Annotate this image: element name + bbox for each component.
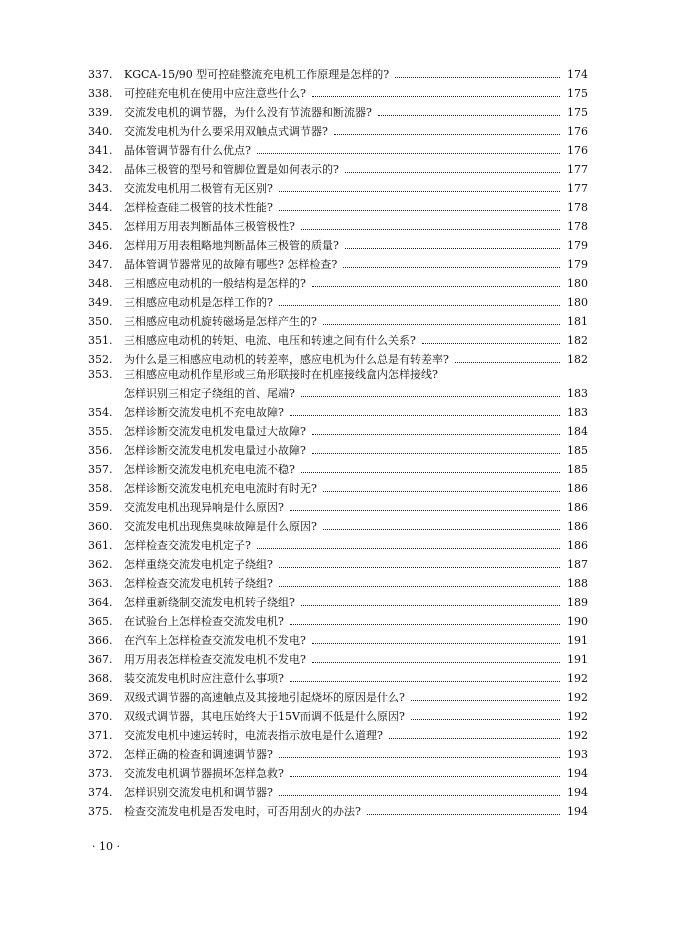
toc-entry [88, 62, 588, 81]
toc-entry [88, 571, 588, 590]
dot-leader [411, 719, 560, 720]
dot-leader [279, 586, 560, 587]
entry-title: 怎样识别交流发电机和调节器? [124, 786, 273, 799]
entry-number: 357. [88, 463, 113, 476]
entry-title: 交流发电机用二极管有无区别? [124, 182, 273, 195]
entry-number: 343. [88, 182, 113, 195]
entry-page: 185 [567, 463, 588, 476]
entry-number: 375. [88, 805, 113, 818]
toc-entry [88, 742, 588, 761]
dot-leader [395, 77, 560, 78]
entry-number: 339. [88, 106, 113, 119]
entry-title: 怎样诊断交流发电机发电量过大故障? [124, 425, 306, 438]
dot-leader [312, 643, 560, 644]
entry-page: 183 [567, 387, 588, 400]
toc-entry [88, 514, 588, 533]
dot-leader [279, 305, 560, 306]
toc-entry [88, 590, 588, 609]
entry-page: 194 [567, 786, 588, 799]
entry-number: 352. [88, 353, 113, 366]
entry-number: 349. [88, 296, 113, 309]
entry-page: 180 [567, 296, 588, 309]
entry-number: 368. [88, 672, 113, 685]
dot-leader [301, 472, 560, 473]
entry-number: 353. [88, 368, 113, 381]
entry-page: 192 [567, 729, 588, 742]
toc-entry [88, 328, 588, 347]
entry-title: 怎样检查硅二极管的技术性能? [124, 201, 273, 214]
entry-title: 三相感应电动机的一般结构是怎样的? [124, 277, 306, 290]
entry-number: 355. [88, 425, 113, 438]
entry-page: 191 [567, 634, 588, 647]
entry-title: 三相感应电动机的转矩、电流、电压和转速之间有什么关系? [124, 334, 416, 347]
dot-leader [334, 134, 560, 135]
entry-page: 186 [567, 482, 588, 495]
toc-entry [88, 609, 588, 628]
entry-page: 188 [567, 577, 588, 590]
entry-page: 180 [567, 277, 588, 290]
dot-leader [345, 248, 560, 249]
entry-page: 192 [567, 710, 588, 723]
dot-leader [279, 567, 560, 568]
entry-title: 双级式调节器的高速触点及其接地引起烧坏的原因是什么? [124, 691, 405, 704]
dot-leader [301, 229, 560, 230]
entry-number: 346. [88, 239, 113, 252]
entry-number: 372. [88, 748, 113, 761]
entry-number: 370. [88, 710, 113, 723]
dot-leader [290, 624, 560, 625]
entry-number: 361. [88, 539, 113, 552]
toc-entry [88, 495, 588, 514]
toc-entry [88, 419, 588, 438]
dot-leader [345, 172, 560, 173]
entry-number: 354. [88, 406, 113, 419]
dot-leader [312, 434, 560, 435]
entry-page: 175 [567, 106, 588, 119]
entry-title: 怎样正确的检查和调速调节器? [124, 748, 273, 761]
entry-page: 177 [567, 163, 588, 176]
entry-page: 193 [567, 748, 588, 761]
entry-page: 186 [567, 520, 588, 533]
entry-number: 369. [88, 691, 113, 704]
dot-leader [279, 210, 560, 211]
dot-leader [343, 267, 560, 268]
dot-leader [323, 491, 560, 492]
entry-number: 358. [88, 482, 113, 495]
entry-title: 晶体管调节器有什么优点? [124, 144, 251, 157]
entry-page: 182 [567, 334, 588, 347]
entry-number: 373. [88, 767, 113, 780]
dot-leader [290, 415, 560, 416]
entry-number: 374. [88, 786, 113, 799]
dot-leader [367, 814, 560, 815]
entry-title: 晶体三极管的型号和管脚位置是如何表示的? [124, 163, 339, 176]
entry-title: 怎样用万用表判断晶体三极管极性? [124, 220, 295, 233]
dot-leader [323, 324, 560, 325]
entry-page: 185 [567, 444, 588, 457]
entry-number: 371. [88, 729, 113, 742]
entry-page: 192 [567, 691, 588, 704]
entry-title: 怎样重新绕制交流发电机转子绕组? [124, 596, 295, 609]
entry-title: 三相感应电动机作星形或三角形联接时在机座接线盒内怎样接线? [124, 368, 438, 381]
toc-entry [88, 366, 588, 381]
toc-entry [88, 666, 588, 685]
entry-title: 怎样诊断交流发电机发电量过小故障? [124, 444, 306, 457]
toc-entry [88, 400, 588, 419]
dot-leader [323, 529, 560, 530]
entry-number: 360. [88, 520, 113, 533]
toc-entry [88, 309, 588, 328]
dot-leader [389, 738, 560, 739]
toc-entry [88, 552, 588, 571]
toc-entry [88, 176, 588, 195]
dot-leader [290, 776, 560, 777]
dot-leader [257, 548, 560, 549]
toc-entry [88, 457, 588, 476]
dot-leader [411, 700, 560, 701]
entry-page: 179 [567, 239, 588, 252]
dot-leader [279, 795, 560, 796]
entry-title: 双级式调节器，其电压始终大于15V而调不低是什么原因? [124, 710, 405, 723]
entry-page: 189 [567, 596, 588, 609]
table-of-contents [88, 62, 588, 818]
entry-page: 190 [567, 615, 588, 628]
toc-entry [88, 438, 588, 457]
entry-number: 347. [88, 258, 113, 271]
dot-leader [455, 362, 560, 363]
toc-entry [88, 761, 588, 780]
entry-title: 怎样诊断交流发电机充电电流不稳? [124, 463, 295, 476]
entry-page: 194 [567, 767, 588, 780]
entry-title: 检查交流发电机是否发电时，可否用刮火的办法? [124, 805, 361, 818]
toc-entry [88, 233, 588, 252]
toc-entry [88, 476, 588, 495]
entry-page: 184 [567, 425, 588, 438]
toc-entry [88, 100, 588, 119]
dot-leader [378, 115, 560, 116]
toc-entry [88, 628, 588, 647]
entry-title: 在试验台上怎样检查交流发电机? [124, 615, 284, 628]
toc-entry [88, 81, 588, 100]
entry-number: 350. [88, 315, 113, 328]
entry-number: 338. [88, 87, 113, 100]
toc-entry [88, 138, 588, 157]
entry-page: 186 [567, 539, 588, 552]
entry-title: 怎样检查交流发电机定子? [124, 539, 251, 552]
entry-page: 182 [567, 353, 588, 366]
entry-page: 174 [567, 68, 588, 81]
dot-leader [279, 757, 560, 758]
toc-entry [88, 780, 588, 799]
entry-title: 在汽车上怎样检查交流发电机不发电? [124, 634, 306, 647]
entry-number: 362. [88, 558, 113, 571]
toc-entry [88, 799, 588, 818]
dot-leader [279, 191, 560, 192]
toc-entry [88, 214, 588, 233]
toc-entry [88, 290, 588, 309]
entry-number: 365. [88, 615, 113, 628]
dot-leader [301, 605, 560, 606]
toc-entry [88, 271, 588, 290]
entry-page: 176 [567, 125, 588, 138]
entry-title: 怎样诊断交流发电机不充电故障? [124, 406, 284, 419]
entry-number: 345. [88, 220, 113, 233]
entry-page: 177 [567, 182, 588, 195]
entry-title: 交流发电机中速运转时，电流表指示放电是什么道理? [124, 729, 383, 742]
toc-entry [88, 347, 588, 366]
entry-number: 344. [88, 201, 113, 214]
page-number: · 10 · [92, 840, 120, 853]
entry-title: 为什么是三相感应电动机的转差率，感应电机为什么总是有转差率? [124, 353, 449, 366]
toc-entry [88, 647, 588, 666]
entry-page: 176 [567, 144, 588, 157]
entry-title: 怎样识别三相定子绕组的首、尾端? [124, 387, 295, 400]
entry-number: 359. [88, 501, 113, 514]
entry-title: 三相感应电动机是怎样工作的? [124, 296, 273, 309]
dot-leader [257, 153, 560, 154]
entry-number: 340. [88, 125, 113, 138]
toc-entry [88, 381, 588, 400]
entry-page: 194 [567, 805, 588, 818]
entry-page: 192 [567, 672, 588, 685]
toc-entry [88, 723, 588, 742]
dot-leader [312, 453, 560, 454]
entry-title: 怎样检查交流发电机转子绕组? [124, 577, 273, 590]
entry-title: 交流发电机的调节器，为什么没有节流器和断流器? [124, 106, 372, 119]
entry-page: 178 [567, 201, 588, 214]
toc-entry [88, 157, 588, 176]
entry-number: 341. [88, 144, 113, 157]
entry-title: 晶体管调节器常见的故障有哪些? 怎样检查? [124, 258, 338, 271]
dot-leader [312, 662, 560, 663]
entry-page: 186 [567, 501, 588, 514]
entry-page: 187 [567, 558, 588, 571]
toc-entry [88, 685, 588, 704]
dot-leader [422, 343, 560, 344]
entry-number: 351. [88, 334, 113, 347]
dot-leader [312, 286, 560, 287]
entry-page: 183 [567, 406, 588, 419]
entry-title: 怎样重绕交流发电机定子绕组? [124, 558, 273, 571]
entry-title: 怎样诊断交流发电机充电电流时有时无? [124, 482, 317, 495]
entry-title: 交流发电机为什么要采用双触点式调节器? [124, 125, 328, 138]
toc-entry [88, 704, 588, 723]
entry-page: 175 [567, 87, 588, 100]
entry-title: 交流发电机出现焦臭味故障是什么原因? [124, 520, 317, 533]
entry-number: 356. [88, 444, 113, 457]
dot-leader [290, 510, 560, 511]
dot-leader [312, 96, 560, 97]
entry-title: 交流发电机调节器损坏怎样急救? [124, 767, 284, 780]
dot-leader [290, 681, 560, 682]
entry-number: 337. [88, 68, 113, 81]
entry-page: 178 [567, 220, 588, 233]
entry-number: 348. [88, 277, 113, 290]
entry-title: 用万用表怎样检查交流发电机不发电? [124, 653, 306, 666]
entry-number: 364. [88, 596, 113, 609]
entry-number: 363. [88, 577, 113, 590]
dot-leader [301, 396, 560, 397]
entry-page: 191 [567, 653, 588, 666]
entry-title: 装交流发电机时应注意什么事项? [124, 672, 284, 685]
entry-page: 179 [567, 258, 588, 271]
toc-entry [88, 533, 588, 552]
entry-number: 367. [88, 653, 113, 666]
entry-title: KGCA-15/90 型可控硅整流充电机工作原理是怎样的? [124, 68, 390, 81]
toc-entry [88, 252, 588, 271]
toc-entry [88, 119, 588, 138]
entry-title: 可控硅充电机在使用中应注意些什么? [124, 87, 306, 100]
entry-title: 交流发电机出现异响是什么原因? [124, 501, 284, 514]
entry-number: 366. [88, 634, 113, 647]
entry-page: 181 [567, 315, 588, 328]
toc-entry [88, 195, 588, 214]
entry-title: 三相感应电动机旋转磁场是怎样产生的? [124, 315, 317, 328]
entry-number: 342. [88, 163, 113, 176]
entry-title: 怎样用万用表粗略地判断晶体三极管的质量? [124, 239, 339, 252]
